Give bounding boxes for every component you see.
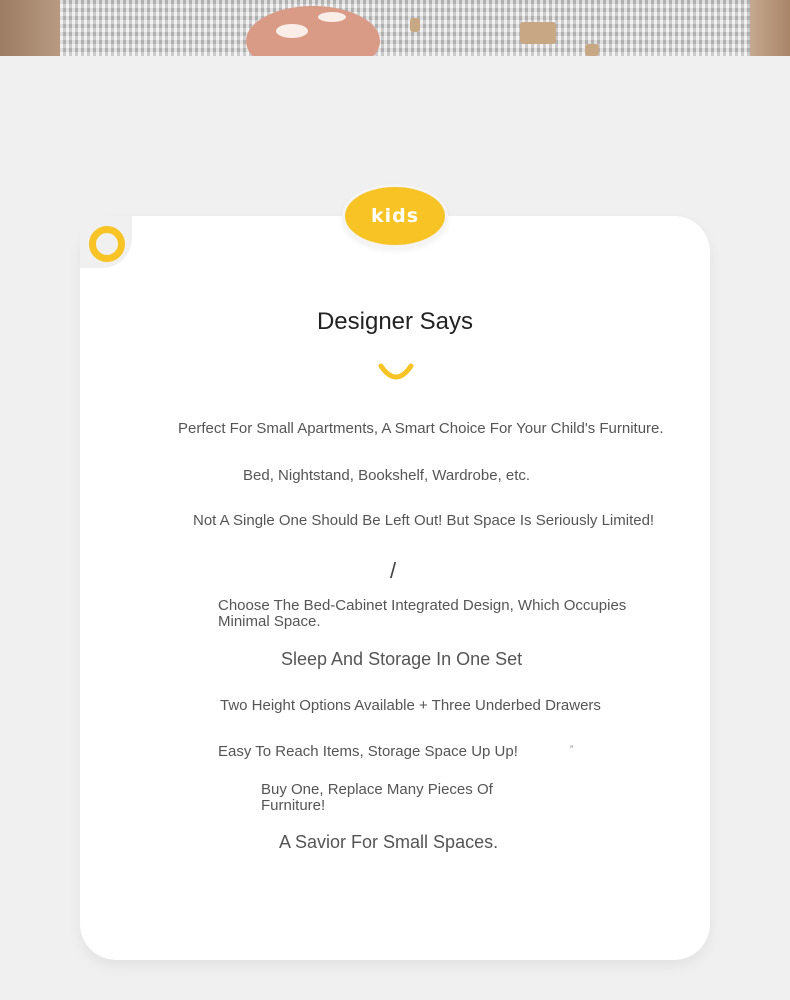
text-line-7: Easy To Reach Items, Storage Space Up Up! <box>218 743 518 760</box>
text-line-5: Sleep And Storage In One Set <box>281 649 523 669</box>
page-title: Designer Says <box>316 308 474 335</box>
kids-badge-label: kids <box>370 205 420 227</box>
text-line-2: Bed, Nightstand, Bookshelf, Wardrobe, etc. <box>243 467 531 484</box>
mushroom-stool <box>246 6 380 56</box>
text-line-8: Buy One, Replace Many Pieces Of Furniture! <box>261 781 493 814</box>
divider-slash: / <box>390 558 397 583</box>
text-line-9: A Savior For Small Spaces. <box>279 832 499 852</box>
toy-block <box>520 22 556 44</box>
kids-badge <box>342 184 448 248</box>
text-line-1: Perfect For Small Apartments, A Smart Choice For Your Child's Furniture. <box>178 420 664 437</box>
wood-floor-left <box>0 0 60 56</box>
decorative-speck: ″ <box>570 744 574 754</box>
smile-icon <box>378 362 414 382</box>
toy-block <box>585 44 599 56</box>
toy-block <box>410 18 420 32</box>
hero-photo <box>0 0 790 56</box>
text-line-4: Choose The Bed-Cabinet Integrated Design, Which Occupies Minimal Space. <box>218 597 627 630</box>
ring-icon <box>89 226 125 262</box>
text-line-3: Not A Single One Should Be Left Out! But Space Is Seriously Limited! <box>193 512 655 529</box>
text-line-6: Two Height Options Available + Three Underbed Drawers <box>220 697 601 714</box>
wood-floor-right <box>750 0 790 56</box>
